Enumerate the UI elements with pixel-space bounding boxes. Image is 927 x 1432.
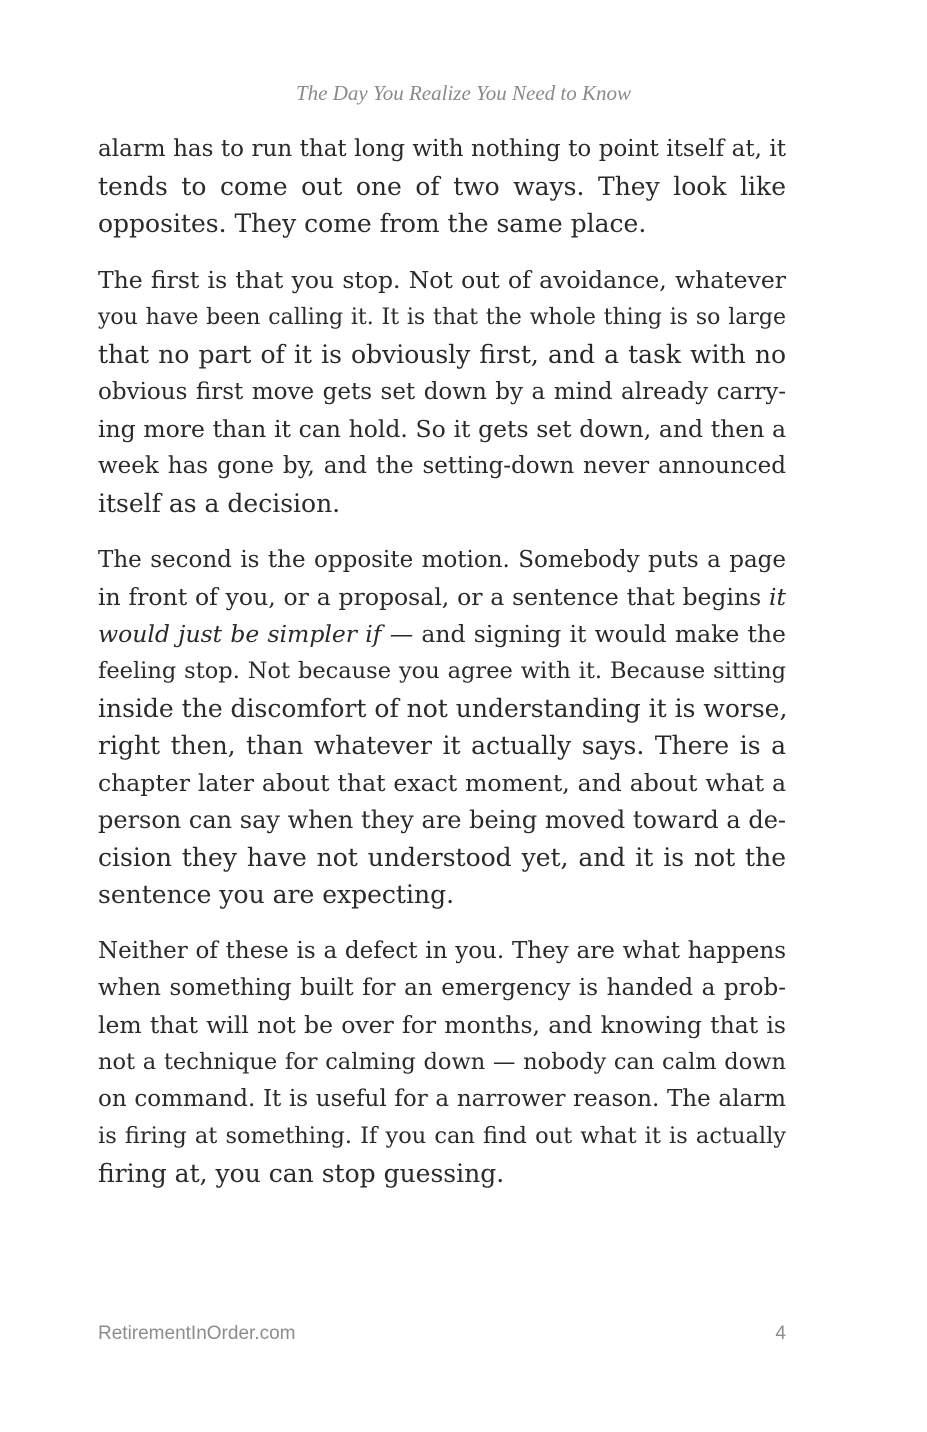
- paragraph-2: [98, 262, 786, 522]
- text-line: cision they have not understood yet, and it is not the: [98, 842, 786, 872]
- text-line: tends to come out one of two ways. They look like: [98, 172, 786, 202]
- text-line: right then, than whatever it actually says. There is a: [98, 731, 786, 761]
- text-line: opposites. They come from the same place.: [98, 209, 647, 239]
- text-line: The second is the opposite motion. Somebody puts a page: [98, 546, 786, 573]
- text-line: Neither of these is a defect in you. They are what happens: [98, 937, 786, 964]
- text-line: feeling stop. Not because you agree with it. Because sitting: [98, 658, 786, 685]
- text-line: obvious first move gets set down by a mind already carry-: [98, 378, 786, 405]
- text-line-with-italic: [98, 616, 786, 653]
- text-line: firing at, you can stop guessing.: [98, 1159, 505, 1189]
- text-line: person can say when they are being moved toward a de-: [98, 805, 786, 834]
- italic-text: it: [769, 583, 786, 612]
- footer-site-name: RetirementInOrder.com: [98, 1323, 296, 1344]
- text-line: sentence you are expecting.: [98, 879, 455, 909]
- paragraph-3: [98, 542, 786, 913]
- text-line: that no part of it is obviously first, and a task with no: [98, 340, 786, 370]
- text-segment: in front of you, or a proposal, or a sentence that begins: [98, 583, 762, 612]
- italic-text: would just be simpler if: [98, 620, 382, 649]
- text-line-with-italic: [98, 579, 786, 616]
- running-head: The Day You Realize You Need to Know: [295, 81, 632, 105]
- text-line: lem that will not be over for months, and knowing that is: [98, 1011, 786, 1040]
- text-segment: — and signing it would make the: [389, 620, 786, 649]
- text-line: The first is that you stop. Not out of avoidance, whatever: [98, 266, 786, 295]
- paragraph-1: [98, 131, 786, 242]
- text-line: inside the discomfort of not understanding it is worse,: [98, 694, 788, 724]
- body-text: [98, 131, 786, 1213]
- text-line: on command. It is useful for a narrower reason. The alarm: [98, 1086, 786, 1113]
- text-line: itself as a decision.: [98, 488, 341, 518]
- text-line: alarm has to run that long with nothing to point itself at, it: [98, 136, 786, 162]
- text-line: week has gone by, and the setting-down never announced: [98, 452, 786, 479]
- text-line: not a technique for calming down — nobody can calm down: [98, 1049, 786, 1076]
- text-line: ing more than it can hold. So it gets set down, and then a: [98, 414, 786, 443]
- page-number: 4: [775, 1323, 786, 1344]
- text-line: when something built for an emergency is handed a prob-: [98, 974, 786, 1001]
- text-line: is firing at something. If you can find out what it is actually: [98, 1123, 786, 1150]
- paragraph-4: [98, 933, 786, 1193]
- text-line: you have been calling it. It is that the whole thing is so large: [98, 305, 786, 331]
- text-line: chapter later about that exact moment, and about what a: [98, 768, 786, 797]
